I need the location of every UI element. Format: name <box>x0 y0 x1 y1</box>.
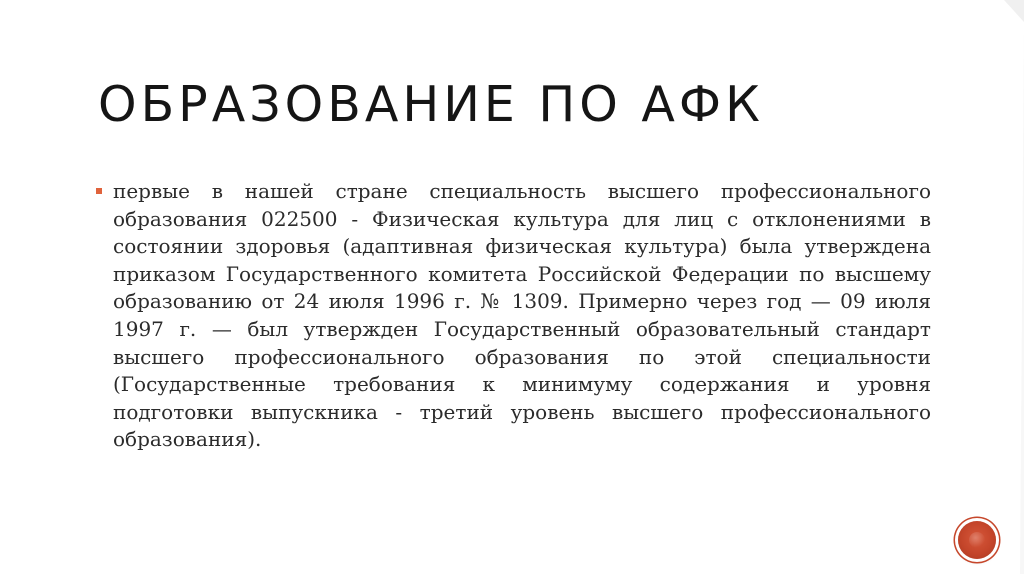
corner-decoration <box>984 0 1024 574</box>
slide-nav-button[interactable] <box>958 521 996 559</box>
bullet-item <box>93 178 931 454</box>
square-bullet-icon <box>96 188 102 194</box>
circle-nav-icon <box>969 532 985 548</box>
bullet-text: первые в нашей стране специальность высшего профессионального образования 022500 - Физическая культура для лиц с отклонениями в состоянии здоровья (адаптивная физическая культура) была утверждена приказом Государственного комитета Российской Федерации по высшему образованию от 24 июля 1996 г. № 1309. Примерно через год — 09 июля 1997 г. — был утвержден Государственный образовательный стандарт высшего профессионального образования по этой специальности (Государственные требования к минимуму содержания и уровня подготовки выпускника - третий уровень высшего профессионального образования). <box>113 179 931 452</box>
slide-content <box>93 178 931 454</box>
slide-title: ОБРАЗОВАНИЕ ПО АФК <box>98 76 764 133</box>
